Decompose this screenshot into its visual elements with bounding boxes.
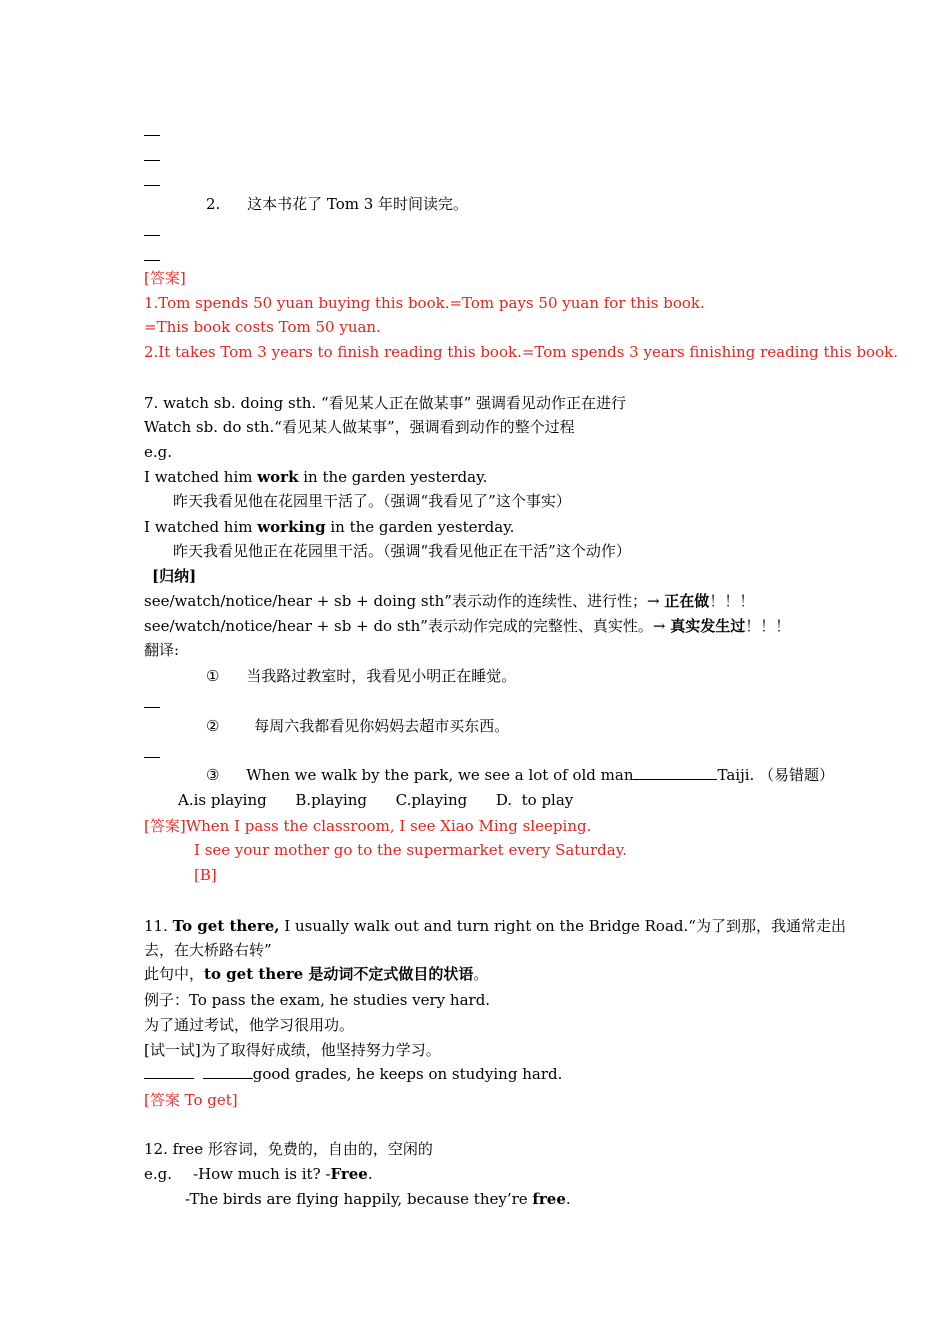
answer-line-7 — [144, 757, 160, 758]
example-1: I watched him work in the garden yesterday. — [144, 468, 488, 486]
section-12-eg-label: e.g. — [144, 1165, 173, 1183]
answer-line-1 — [144, 135, 160, 136]
example-2-cn: 昨天我看见他正在花园里干活。（强调“我看见他正在干活”这个动作） — [173, 542, 631, 560]
section-11-line3: 此句中，to get there 是动词不定式做目的状语。 — [144, 965, 489, 983]
example-2: I watched him working in the garden yesterday. — [144, 518, 515, 536]
fill-blank-2 — [203, 1064, 253, 1079]
answer-line-4 — [144, 235, 160, 236]
section-12-example-1: -How much is it? -Free. — [193, 1165, 373, 1183]
answer-7-line3: [B] — [194, 866, 217, 884]
section-7-heading: 7. watch sb. doing sth. “看见某人正在做某事” 强调看见动作正在进行 — [144, 394, 627, 412]
answer-line-5 — [144, 260, 160, 261]
options: A.is playing B.playing C.playing D. to play — [178, 791, 574, 809]
translate-q3: ③ When we walk by the park, we see a lot of old man Taiji. （易错题） — [206, 766, 835, 784]
question-2-number: 2. — [206, 195, 221, 213]
fill-blank-1 — [144, 1064, 194, 1079]
section-11-answer: [答案 To get] — [144, 1091, 238, 1109]
question-2-text: 这本书花了 Tom 3 年时间读完。 — [247, 195, 469, 213]
section-11-fill: good grades, he keeps on studying hard. — [144, 1064, 562, 1084]
translate-q1: ① 当我路过教室时，我看见小明正在睡觉。 — [206, 667, 517, 685]
translate-label: 翻译: — [144, 641, 180, 659]
answer-2: 2.It takes Tom 3 years to finish reading this book.=Tom spends 3 years finishing reading this book. — [144, 343, 898, 361]
answer-1b: =This book costs Tom 50 yuan. — [144, 318, 381, 336]
rule-2: see/watch/notice/hear + sb + do sth”表示动作完成的完整性、真实性。→ 真实发生过！！！ — [144, 617, 791, 635]
example-1-cn: 昨天我看见他在花园里干活了。（强调“我看见了”这个事实） — [173, 492, 571, 510]
answer-1: 1.Tom spends 50 yuan buying this book.=Tom pays 50 yuan for this book. — [144, 294, 705, 312]
answer-7-line1: [答案]When I pass the classroom, I see Xiao Ming sleeping. — [144, 817, 592, 835]
answer-tag: [答案] — [144, 269, 186, 287]
answer-line-2 — [144, 160, 160, 161]
answer-line-3 — [144, 185, 160, 186]
answer-line-6 — [144, 707, 160, 708]
section-11-try: [试一试]为了取得好成绩，他坚持努力学习。 — [144, 1041, 441, 1059]
answer-7-line2: I see your mother go to the supermarket every Saturday. — [194, 841, 627, 859]
section-11-line1: 11. To get there, I usually walk out and turn right on the Bridge Road.“为了到那，我通常走出 — [144, 917, 846, 935]
translate-q2: ② 每周六我都看见你妈妈去超市买东西。 — [206, 717, 510, 735]
section-12-example-2: -The birds are flying happily, because they’re free. — [185, 1190, 571, 1208]
fill-blank — [633, 765, 717, 780]
summary-tag: [归纳] — [152, 567, 197, 585]
section-12-heading: 12. free 形容词，免费的，自由的，空闲的 — [144, 1140, 433, 1158]
section-11-line2: 去，在大桥路右转” — [144, 941, 272, 959]
section-7-line2: Watch sb. do sth.“看见某人做某事”，强调看到动作的整个过程 — [144, 418, 575, 436]
question-2 — [206, 194, 468, 214]
section-7-eg: e.g. — [144, 443, 173, 461]
section-11-example: 例子：To pass the exam, he studies very hard. — [144, 991, 491, 1009]
rule-1: see/watch/notice/hear + sb + doing sth”表示动作的连续性、进行性；→ 正在做！！！ — [144, 592, 755, 610]
section-11-example-cn: 为了通过考试，他学习很用功。 — [144, 1016, 355, 1034]
